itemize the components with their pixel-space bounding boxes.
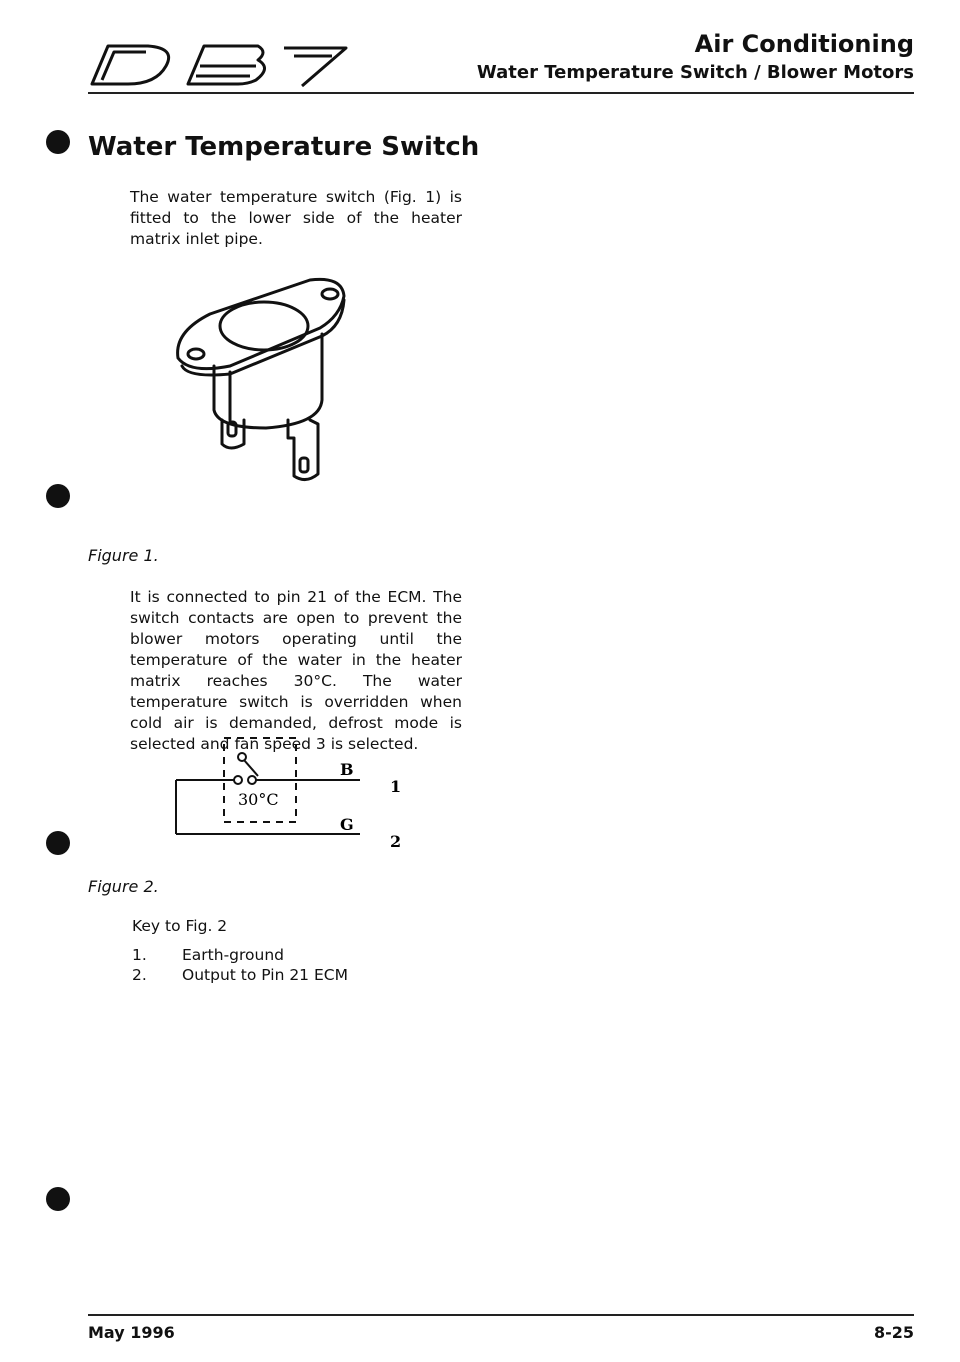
header-subtitle: Water Temperature Switch / Blower Motors <box>476 62 914 83</box>
header-rule <box>88 92 914 94</box>
header-title: Air Conditioning <box>694 30 914 58</box>
footer-date: May 1996 <box>88 1323 175 1342</box>
page-number: 8-25 <box>873 1323 914 1342</box>
key-item-number: 2. <box>132 966 147 984</box>
temperature-label: 30°C <box>238 790 279 809</box>
binder-hole <box>46 831 70 855</box>
wire-g-label: G <box>340 815 354 834</box>
figure1-caption: Figure 1. <box>88 546 159 565</box>
terminal-1-label: 1 <box>390 777 402 796</box>
binder-hole <box>46 130 70 154</box>
temperature-switch-illustration <box>170 270 350 495</box>
body-paragraph: It is connected to pin 21 of the ECM. The switch contacts are open to prevent the blower motors operating until the temperature of the water in the heater matrix reaches 30°C. The water temperature switch is overridden when cold air is demanded, defrost mode is selected and fan speed 3 is selected. <box>130 588 462 753</box>
key-item-number: 1. <box>132 946 147 964</box>
figure2-caption: Figure 2. <box>88 877 159 896</box>
key-title: Key to Fig. 2 <box>132 917 228 935</box>
wire-b-label: B <box>340 760 354 779</box>
key-item-text: Earth-ground <box>182 946 284 964</box>
terminal-2-label: 2 <box>390 832 402 851</box>
intro-paragraph: The water temperature switch (Fig. 1) is fitted to the lower side of the heater matrix inlet pipe. <box>130 188 462 248</box>
section-heading: Water Temperature Switch <box>88 132 480 162</box>
db7-logo <box>88 38 350 90</box>
key-item-text: Output to Pin 21 ECM <box>182 966 348 984</box>
binder-hole <box>46 1187 70 1211</box>
footer-rule <box>88 1314 914 1316</box>
binder-hole <box>46 484 70 508</box>
switch-circuit-diagram <box>160 730 410 855</box>
